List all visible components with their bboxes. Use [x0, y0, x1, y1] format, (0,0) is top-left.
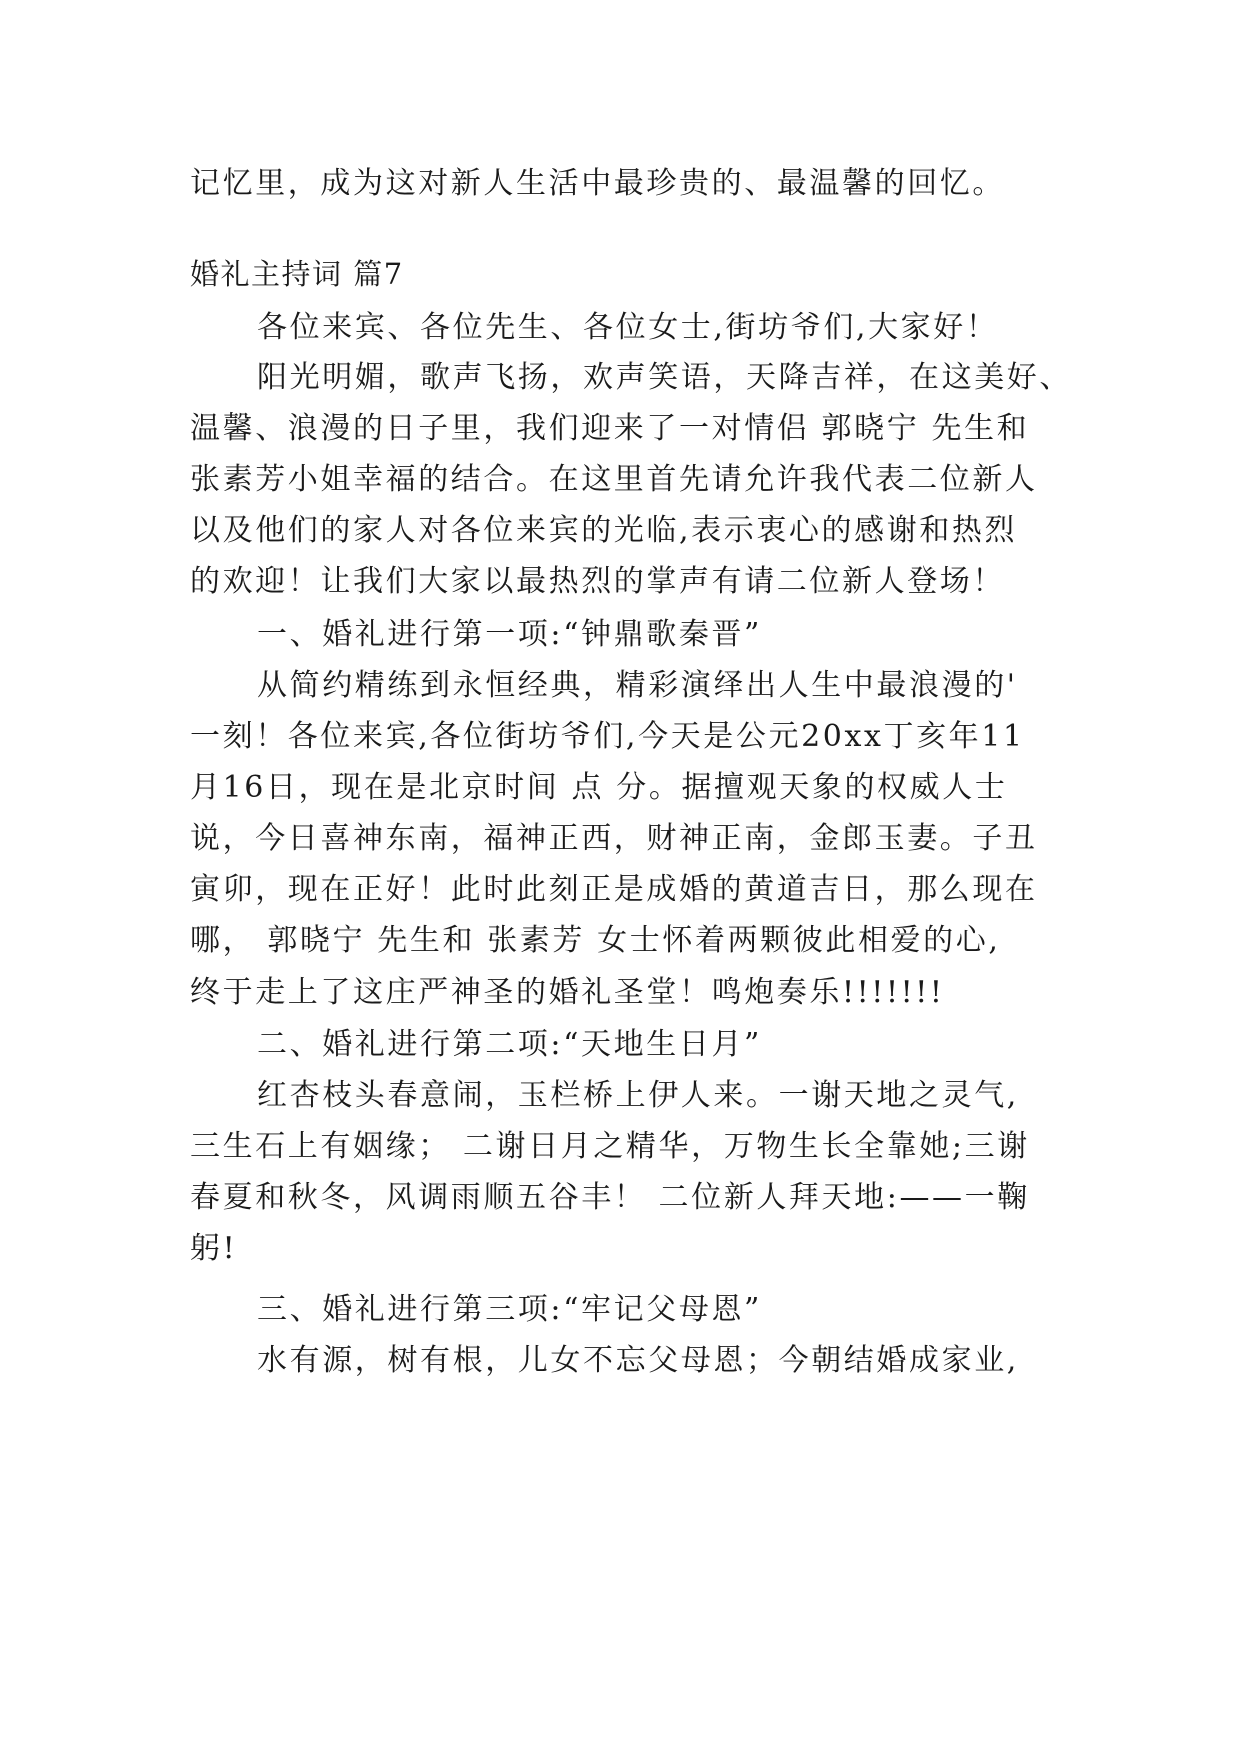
paragraph-line: 的欢迎！让我们大家以最热烈的掌声有请二位新人登场！ — [190, 564, 1005, 599]
paragraph-line: 红杏枝头春意闹，玉栏桥上伊人来。一谢天地之灵气, — [257, 1078, 1019, 1113]
paragraph-line: 张素芳小姐幸福的结合。在这里首先请允许我代表二位新人 — [190, 462, 1038, 497]
subsection-heading: 二、婚礼进行第二项:“天地生日月” — [257, 1027, 762, 1062]
subsection-heading: 一、婚礼进行第一项:“钟鼎歌秦晋” — [257, 617, 762, 652]
paragraph-line: 三生石上有姻缘； 二谢日月之精华，万物生长全靠她;三谢 — [190, 1129, 1030, 1164]
paragraph-line: 各位来宾、各位先生、各位女士,街坊爷们,大家好！ — [257, 310, 999, 345]
paragraph-line: 水有源，树有根，儿女不忘父母恩；今朝结婚成家业, — [257, 1343, 1019, 1378]
paragraph-line: 从简约精练到永恒经典，精彩演绎出人生中最浪漫的' — [257, 668, 1018, 703]
paragraph-line: 一刻！各位来宾,各位街坊爷们,今天是公元20xx丁亥年11 — [190, 719, 1025, 754]
paragraph-line: 以及他们的家人对各位来宾的光临,表示衷心的感谢和热烈 — [190, 513, 1018, 548]
section-title: 婚礼主持词 篇7 — [190, 257, 404, 291]
subsection-heading: 三、婚礼进行第三项:“牢记父母恩” — [257, 1292, 762, 1327]
paragraph-line: 温馨、浪漫的日子里，我们迎来了一对情侣 郭晓宁 先生和 — [190, 411, 1030, 446]
paragraph-line: 躬! — [190, 1231, 238, 1266]
paragraph-line: 哪， 郭晓宁 先生和 张素芳 女士怀着两颗彼此相爱的心, — [190, 923, 1001, 958]
paragraph-line: 月16日，现在是北京时间 点 分。据擅观天象的权威人士 — [190, 770, 1008, 805]
paragraph-line: 春夏和秋冬，风调雨顺五谷丰！ 二位新人拜天地:——一鞠 — [190, 1180, 1030, 1215]
paragraph-line: 终于走上了这庄严神圣的婚礼圣堂！鸣炮奏乐!!!!!!! — [190, 975, 945, 1010]
paragraph-line: 说，今日喜神东南，福神正西，财神正南，金郎玉妻。子丑 — [190, 821, 1038, 856]
paragraph-line: 寅卯，现在正好！此时此刻正是成婚的黄道吉日，那么现在 — [190, 872, 1038, 907]
intro-line: 记忆里，成为这对新人生活中最珍贵的、最温馨的回忆。 — [190, 166, 1005, 201]
paragraph-line: 阳光明媚，歌声飞扬，欢声笑语，天降吉祥，在这美好、 — [257, 360, 1072, 395]
